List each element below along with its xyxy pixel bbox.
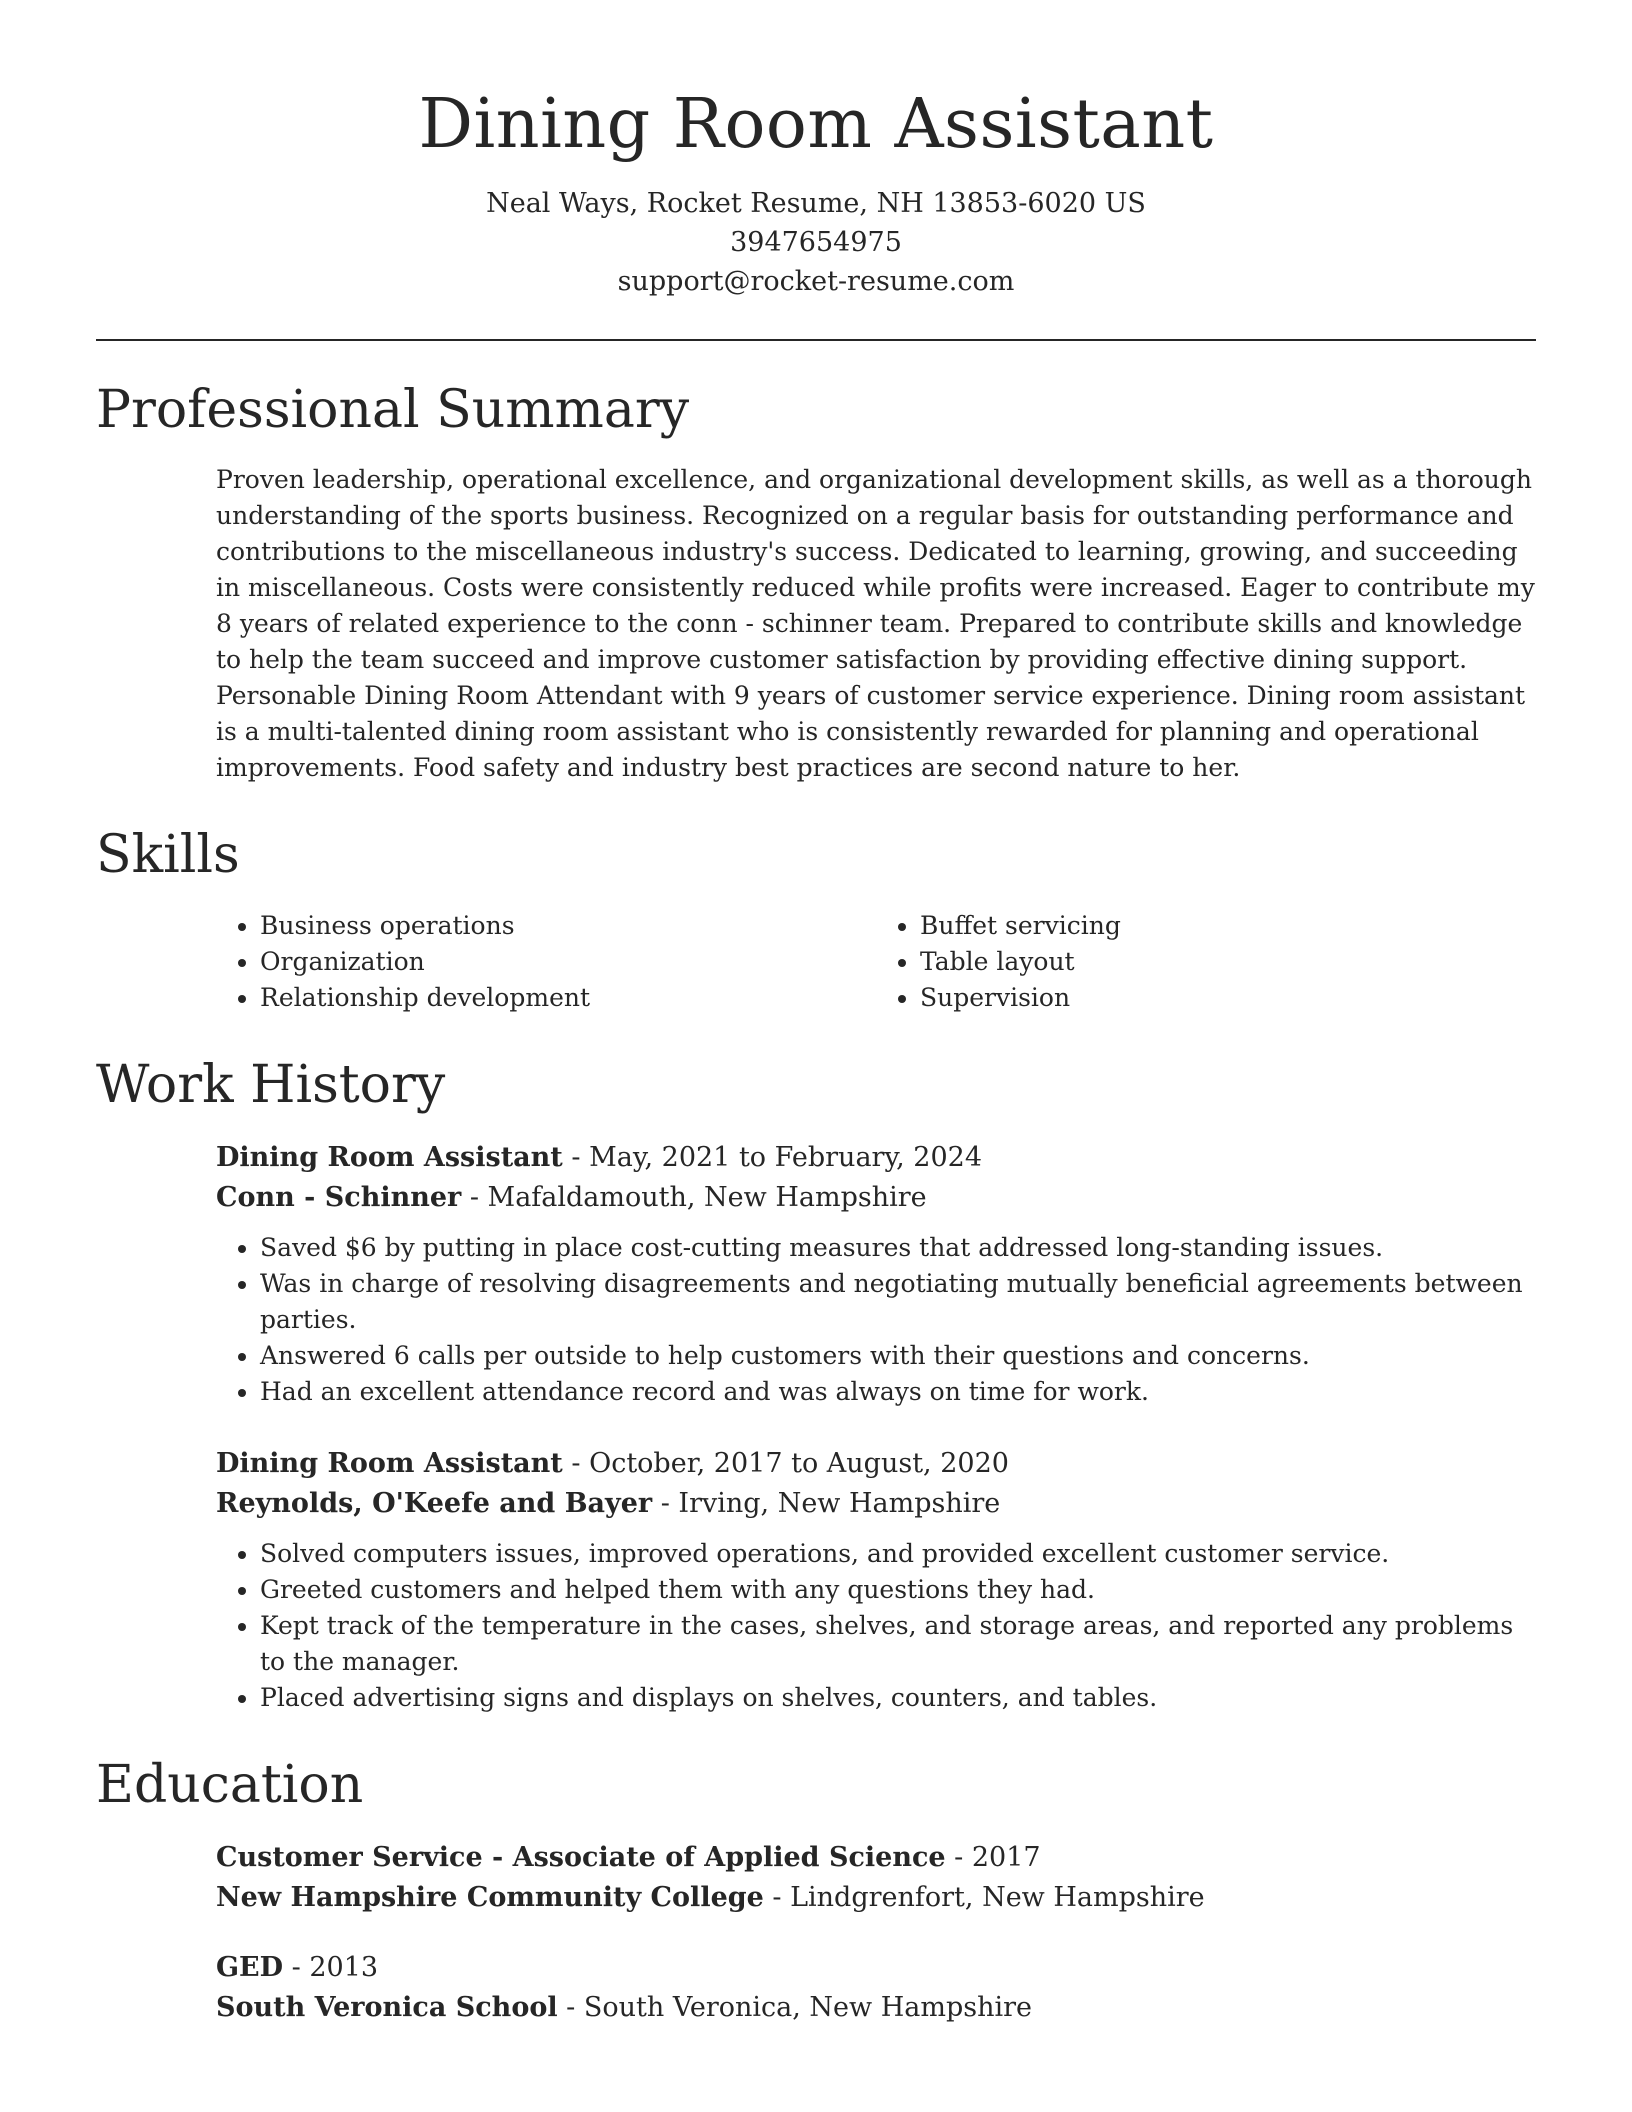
job-company: Reynolds, O'Keefe and Bayer [216,1487,653,1519]
job-company-line [216,1484,1536,1524]
job-bullets [216,1536,1536,1716]
job-role: Dining Room Assistant [216,1447,563,1479]
contact-block [96,184,1536,301]
education-degree-line [216,1838,1536,1878]
work-history-list [216,1138,1536,1716]
job-role: Dining Room Assistant [216,1141,563,1173]
education-entry [216,1838,1536,1918]
education-entry [216,1948,1536,2028]
skill-item: • Organization [260,944,876,980]
education-list [216,1838,1536,2028]
contact-address: Neal Ways, Rocket Resume, NH 13853-6020 US [486,187,1146,219]
job-bullet: • Solved computers issues, improved operations, and provided excellent customer service. [260,1536,1536,1572]
job-dates: - October, 2017 to August, 2020 [562,1447,1009,1479]
job-bullet: • Was in charge of resolving disagreements and negotiating mutually beneficial agreements between parties. [260,1266,1536,1338]
work-history-heading: Work History [96,1055,446,1116]
job-company: Conn - Schinner [216,1181,462,1213]
skill-item: • Business operations [260,908,876,944]
skill-item: • Buffet servicing [920,908,1536,944]
education-location: - Lindgrenfort, New Hampshire [763,1881,1205,1913]
job-location: - Mafaldamouth, New Hampshire [461,1181,927,1213]
education-degree: GED [216,1951,284,1983]
skill-item: • Table layout [920,944,1536,980]
contact-phone: 3947654975 [730,226,902,258]
education-year: - 2017 [945,1841,1041,1873]
education-school-line [216,1988,1536,2028]
job-bullet: • Greeted customers and helped them with any questions they had. [260,1572,1536,1608]
education-year: - 2013 [283,1951,379,1983]
education-school: South Veronica School [216,1991,558,2023]
skill-item: • Relationship development [260,980,876,1016]
skills-column-right [876,908,1536,1016]
education-degree: Customer Service - Associate of Applied Science [216,1841,946,1873]
contact-email: support@rocket-resume.com [617,265,1015,297]
skills-heading: Skills [96,825,240,886]
summary-heading: Professional Summary [96,379,690,440]
job-bullets [216,1230,1536,1410]
education-school: New Hampshire Community College [216,1881,764,1913]
education-location: - South Veronica, New Hampshire [557,1991,1033,2023]
resume-header [96,84,1536,301]
skills-column-left [216,908,876,1016]
job-bullet: • Kept track of the temperature in the cases, shelves, and storage areas, and reported any problems to the manager. [260,1608,1536,1680]
job-bullet: • Placed advertising signs and displays on shelves, counters, and tables. [260,1680,1536,1716]
job-dates: - May, 2021 to February, 2024 [562,1141,982,1173]
education-heading: Education [96,1754,364,1815]
job-title-line [216,1138,1536,1178]
job-bullet: • Saved $6 by putting in place cost-cutting measures that addressed long-standing issues. [260,1230,1536,1266]
job-location: - Irving, New Hampshire [652,1487,1001,1519]
header-divider [96,339,1536,341]
job-entry [216,1444,1536,1716]
education-school-line [216,1878,1536,1918]
job-title-line [216,1444,1536,1484]
job-bullet: • Had an excellent attendance record and was always on time for work. [260,1374,1536,1410]
job-company-line [216,1178,1536,1218]
candidate-title: Dining Room Assistant [418,85,1214,164]
job-bullet: • Answered 6 calls per outside to help customers with their questions and concerns. [260,1338,1536,1374]
job-entry [216,1138,1536,1410]
skills-list [216,908,1536,1016]
skill-item: • Supervision [920,980,1536,1016]
education-degree-line [216,1948,1536,1988]
summary-text: Proven leadership, operational excellence, and organizational development skills, as well as a thorough understanding of the sports business. Recognized on a regular basis for outstanding performance and contributions to the miscellaneous industry's success. Dedicated to learning, growing, and succeeding in miscellaneous. Costs were consistently reduced while profits were increased. Eager to contribute my 8 years of related experience to the conn - schinner team. Prepared to contribute skills and knowledge to help the team succeed and improve customer satisfaction by providing effective dining support. Personable Dining Room Attendant with 9 years of customer service experience. Dining room assistant is a multi-talented dining room assistant who is consistently rewarded for planning and operational improvements. Food safety and industry best practices are second nature to her. [216,465,1535,783]
